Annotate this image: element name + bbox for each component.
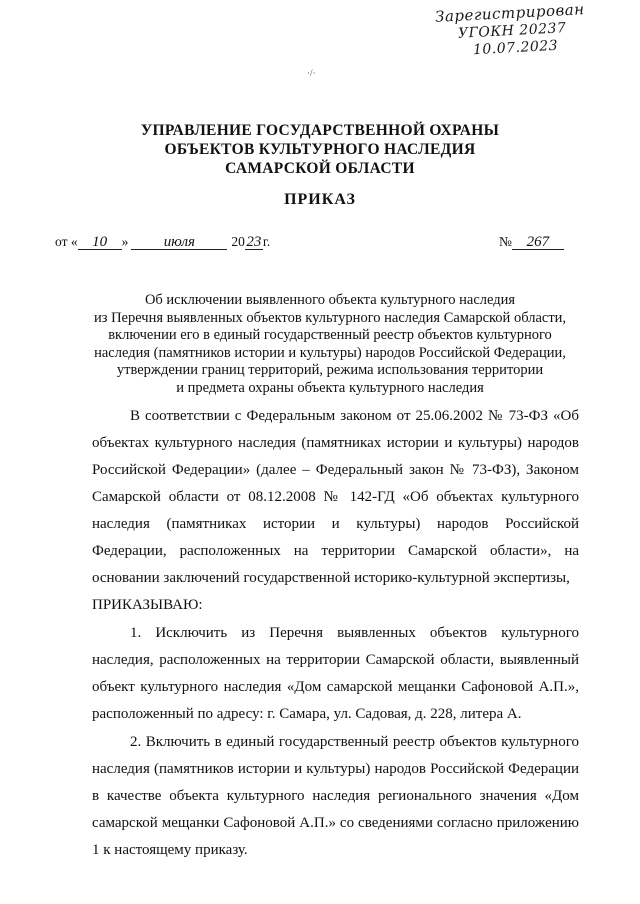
subject-line: включении его в единый государственный реестр объектов культурного	[108, 327, 552, 344]
date-year-prefix: 20	[231, 234, 245, 249]
date-prefix: от «	[55, 234, 78, 249]
date-mid: »	[121, 234, 129, 249]
date-day: 10	[78, 235, 122, 250]
orders-word: ПРИКАЗЫВАЮ:	[92, 597, 203, 613]
order-item-1: 1. Исключить из Перечня выявленных объектов культурного наследия, расположенных на территории Самарской области, выявленный объект культурного наследия «Дом самарской мещанки Сафоновой А.П.», расположенный по адресу: г. Самара, ул. Садовая, д. 228, литера А.	[92, 625, 579, 722]
number-sign: №	[499, 234, 512, 249]
authority-line-3: САМАРСКОЙ ОБЛАСТИ	[225, 160, 415, 177]
date-suffix: г.	[262, 234, 271, 249]
registration-stamp-line-1: Зарегистрирован	[434, 0, 585, 26]
registration-stamp-line-2: УГОКН 20237	[457, 20, 567, 42]
order-body	[92, 403, 579, 864]
subject-line: наследия (памятников истории и культуры) народов Российской Федерации,	[94, 344, 566, 361]
subject-line: Об исключении выявленного объекта культурного наследия	[144, 292, 516, 308]
preamble-paragraph: В соответствии с Федеральным законом от 25.06.2002 № 73-ФЗ «Об объектах культурного наследия (памятниках истории и культуры) народов Российской Федерации» (далее – Федеральный закон № 73-ФЗ), Законом Самарской области от 08.12.2008 № 142-ГД «Об объектах культурного наследия (памятниках истории и культуры) народов Российской Федерации, расположенных на территории Самарской области», на основании заключений государственной историко-культурной экспертизы,	[92, 408, 579, 586]
authority-line-1: УПРАВЛЕНИЕ ГОСУДАРСТВЕННОЙ ОХРАНЫ	[140, 122, 500, 139]
authority-line-2: ОБЪЕКТОВ КУЛЬТУРНОГО НАСЛЕДИЯ	[164, 141, 476, 158]
document-type-title: ПРИКАЗ	[284, 191, 356, 208]
subject-line: и предмета охраны объекта культурного наследия	[176, 379, 484, 396]
order-item-2: 2. Включить в единый государственный реестр объектов культурного наследия (памятников истории и культуры) народов Российской Федерации в качестве объекта культурного наследия регионального значения «Дом самарской мещанки Сафоновой А.П.» со сведениями согласно приложению 1 к настоящему приказу.	[92, 734, 579, 858]
subject-line: из Перечня выявленных объектов культурного наследия Самарской области,	[93, 309, 567, 326]
scan-mark: ·/·	[307, 68, 316, 78]
order-number	[499, 234, 564, 250]
order-date	[55, 234, 270, 250]
subject-line: утверждении границ территорий, режима использования территории	[116, 362, 544, 379]
date-month: июля	[131, 235, 227, 250]
registration-stamp-line-3: 10.07.2023	[472, 37, 559, 59]
issuing-authority	[120, 121, 520, 178]
number-value: 267	[512, 235, 564, 250]
date-year-suffix: 23	[246, 234, 262, 250]
order-subject	[90, 292, 570, 398]
